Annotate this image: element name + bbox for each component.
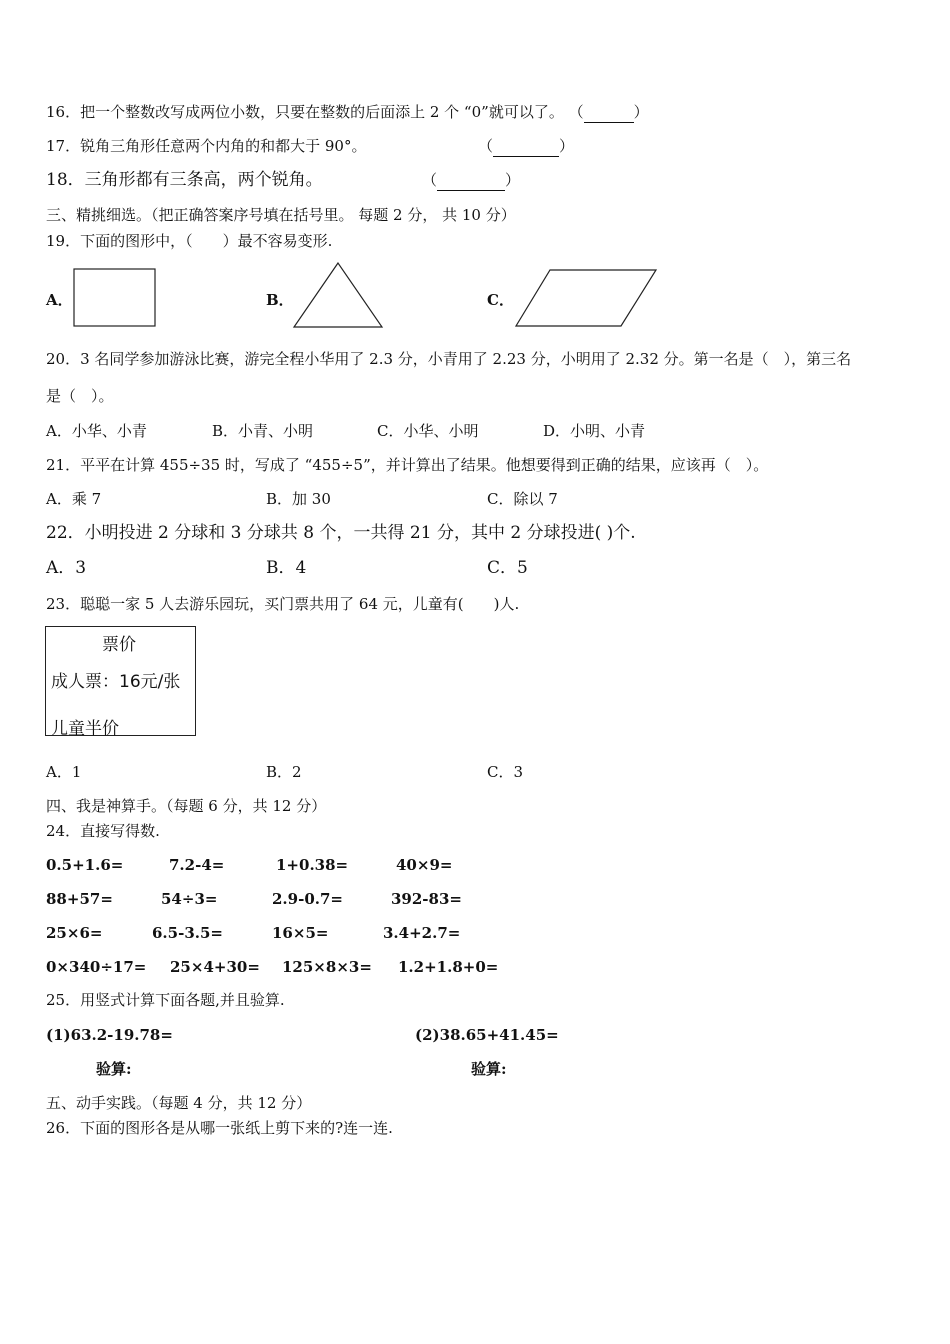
- question-17: [46, 136, 366, 156]
- question-26: 26．下面的图形各是从哪一张纸上剪下来的?连一连.: [46, 1119, 393, 1137]
- calc-item: 25×6=: [46, 924, 103, 942]
- question-16: [46, 102, 649, 123]
- calc-item: 3.4+2.7=: [383, 924, 461, 942]
- q18-text: 18．三角形都有三条高，两个锐角。: [46, 170, 323, 190]
- q25-check-label-2: 验算:: [471, 1060, 507, 1078]
- calc-item: 0.5+1.6=: [46, 856, 124, 874]
- q17-answer: [478, 136, 574, 157]
- q19-option-a-label: A．: [46, 291, 73, 309]
- parallelogram-shape: [514, 268, 660, 330]
- q25-part-2: (2)38.65+41.45=: [415, 1026, 559, 1044]
- rectangle-shape: [73, 268, 157, 330]
- q16-paren-open: （: [568, 103, 584, 121]
- ticket-child-price: 儿童半价: [51, 719, 119, 739]
- q16-answer-blank[interactable]: [584, 102, 634, 123]
- q18-paren-close: ）: [505, 171, 521, 189]
- q18-answer-blank[interactable]: [437, 170, 505, 191]
- q17-paren-open: （: [478, 137, 494, 155]
- q16-text: 16．把一个整数改写成两位小数，只要在整数的后面添上 2 个 “0”就可以了。: [46, 103, 564, 121]
- q17-paren-close: ）: [559, 137, 575, 155]
- q21-option-a[interactable]: A．乘 7: [46, 490, 102, 508]
- question-20-line1: 20．3 名同学参加游泳比赛，游完全程小华用了 2.3 分，小青用了 2.23 分，小明用了 2.32 分。第一名是（ ），第三名: [46, 350, 852, 368]
- q23-option-b[interactable]: B．2: [266, 763, 302, 781]
- q21-option-b[interactable]: B．加 30: [266, 490, 331, 508]
- q22-option-b[interactable]: B．4: [266, 558, 307, 578]
- q18-paren-open: （: [422, 171, 438, 189]
- q21-option-c[interactable]: C．除以 7: [487, 490, 558, 508]
- question-19: 19．下面的图形中，（ ）最不容易变形.: [46, 232, 333, 250]
- q22-option-a[interactable]: A．3: [46, 558, 87, 578]
- q20-option-d[interactable]: D．小明、小青: [543, 422, 646, 440]
- calc-item: 6.5-3.5=: [152, 924, 223, 942]
- calc-item: 7.2-4=: [169, 856, 225, 874]
- q20-option-c[interactable]: C．小华、小明: [377, 422, 479, 440]
- question-24: 24．直接写得数.: [46, 822, 160, 840]
- question-25: 25．用竖式计算下面各题,并且验算.: [46, 991, 285, 1009]
- calc-item: 125×8×3=: [282, 958, 372, 976]
- section-4-title: 四、我是神算手。（每题 6 分，共 12 分）: [46, 797, 327, 815]
- q19-option-c-label: C．: [487, 291, 514, 309]
- calc-item: 2.9-0.7=: [272, 890, 343, 908]
- q23-option-c[interactable]: C．3: [487, 763, 524, 781]
- calc-item: 0×340÷17=: [46, 958, 147, 976]
- calc-item: 88+57=: [46, 890, 113, 908]
- q23-option-a[interactable]: A．1: [46, 763, 82, 781]
- question-21: 21．平平在计算 455÷35 时，写成了 “455÷5”，并计算出了结果。他想要得到正确的结果，应该再（ ）。: [46, 456, 769, 474]
- section-3-title: 三、精挑细选。（把正确答案序号填在括号里。 每题 2 分， 共 10 分）: [46, 206, 516, 224]
- q25-check-label-1: 验算:: [96, 1060, 132, 1078]
- question-18: [46, 170, 323, 190]
- q20-option-a[interactable]: A．小华、小青: [46, 422, 147, 440]
- ticket-price-box: [45, 626, 196, 739]
- question-20-line2: 是（ ）。: [46, 387, 114, 405]
- calc-item: 16×5=: [272, 924, 329, 942]
- calc-item: 1.2+1.8+0=: [398, 958, 499, 976]
- q17-answer-blank[interactable]: [493, 136, 559, 157]
- question-22: 22．小明投进 2 分球和 3 分球共 8 个，一共得 21 分，其中 2 分球投进( )个.: [46, 523, 636, 543]
- q25-part-1: (1)63.2-19.78=: [46, 1026, 173, 1044]
- q17-text: 17．锐角三角形任意两个内角的和都大于 90°。: [46, 137, 367, 155]
- calc-item: 1+0.38=: [276, 856, 349, 874]
- section-5-title: 五、动手实践。（每题 4 分，共 12 分）: [46, 1094, 312, 1112]
- calc-item: 40×9=: [396, 856, 453, 874]
- q20-option-b[interactable]: B．小青、小明: [212, 422, 314, 440]
- calc-item: 25×4+30=: [170, 958, 260, 976]
- q22-option-c[interactable]: C．5: [487, 558, 528, 578]
- ticket-title: 票价: [102, 635, 136, 655]
- question-23: 23．聪聪一家 5 人去游乐园玩，买门票共用了 64 元，儿童有( )人.: [46, 595, 520, 613]
- triangle-shape: [292, 261, 386, 331]
- q19-option-b-label: B．: [266, 291, 294, 309]
- calc-item: 54÷3=: [161, 890, 218, 908]
- q18-answer: [422, 170, 520, 191]
- ticket-adult-price: 成人票：16元/张: [51, 672, 181, 692]
- q16-paren-close: ）: [633, 103, 649, 121]
- calc-item: 392-83=: [391, 890, 462, 908]
